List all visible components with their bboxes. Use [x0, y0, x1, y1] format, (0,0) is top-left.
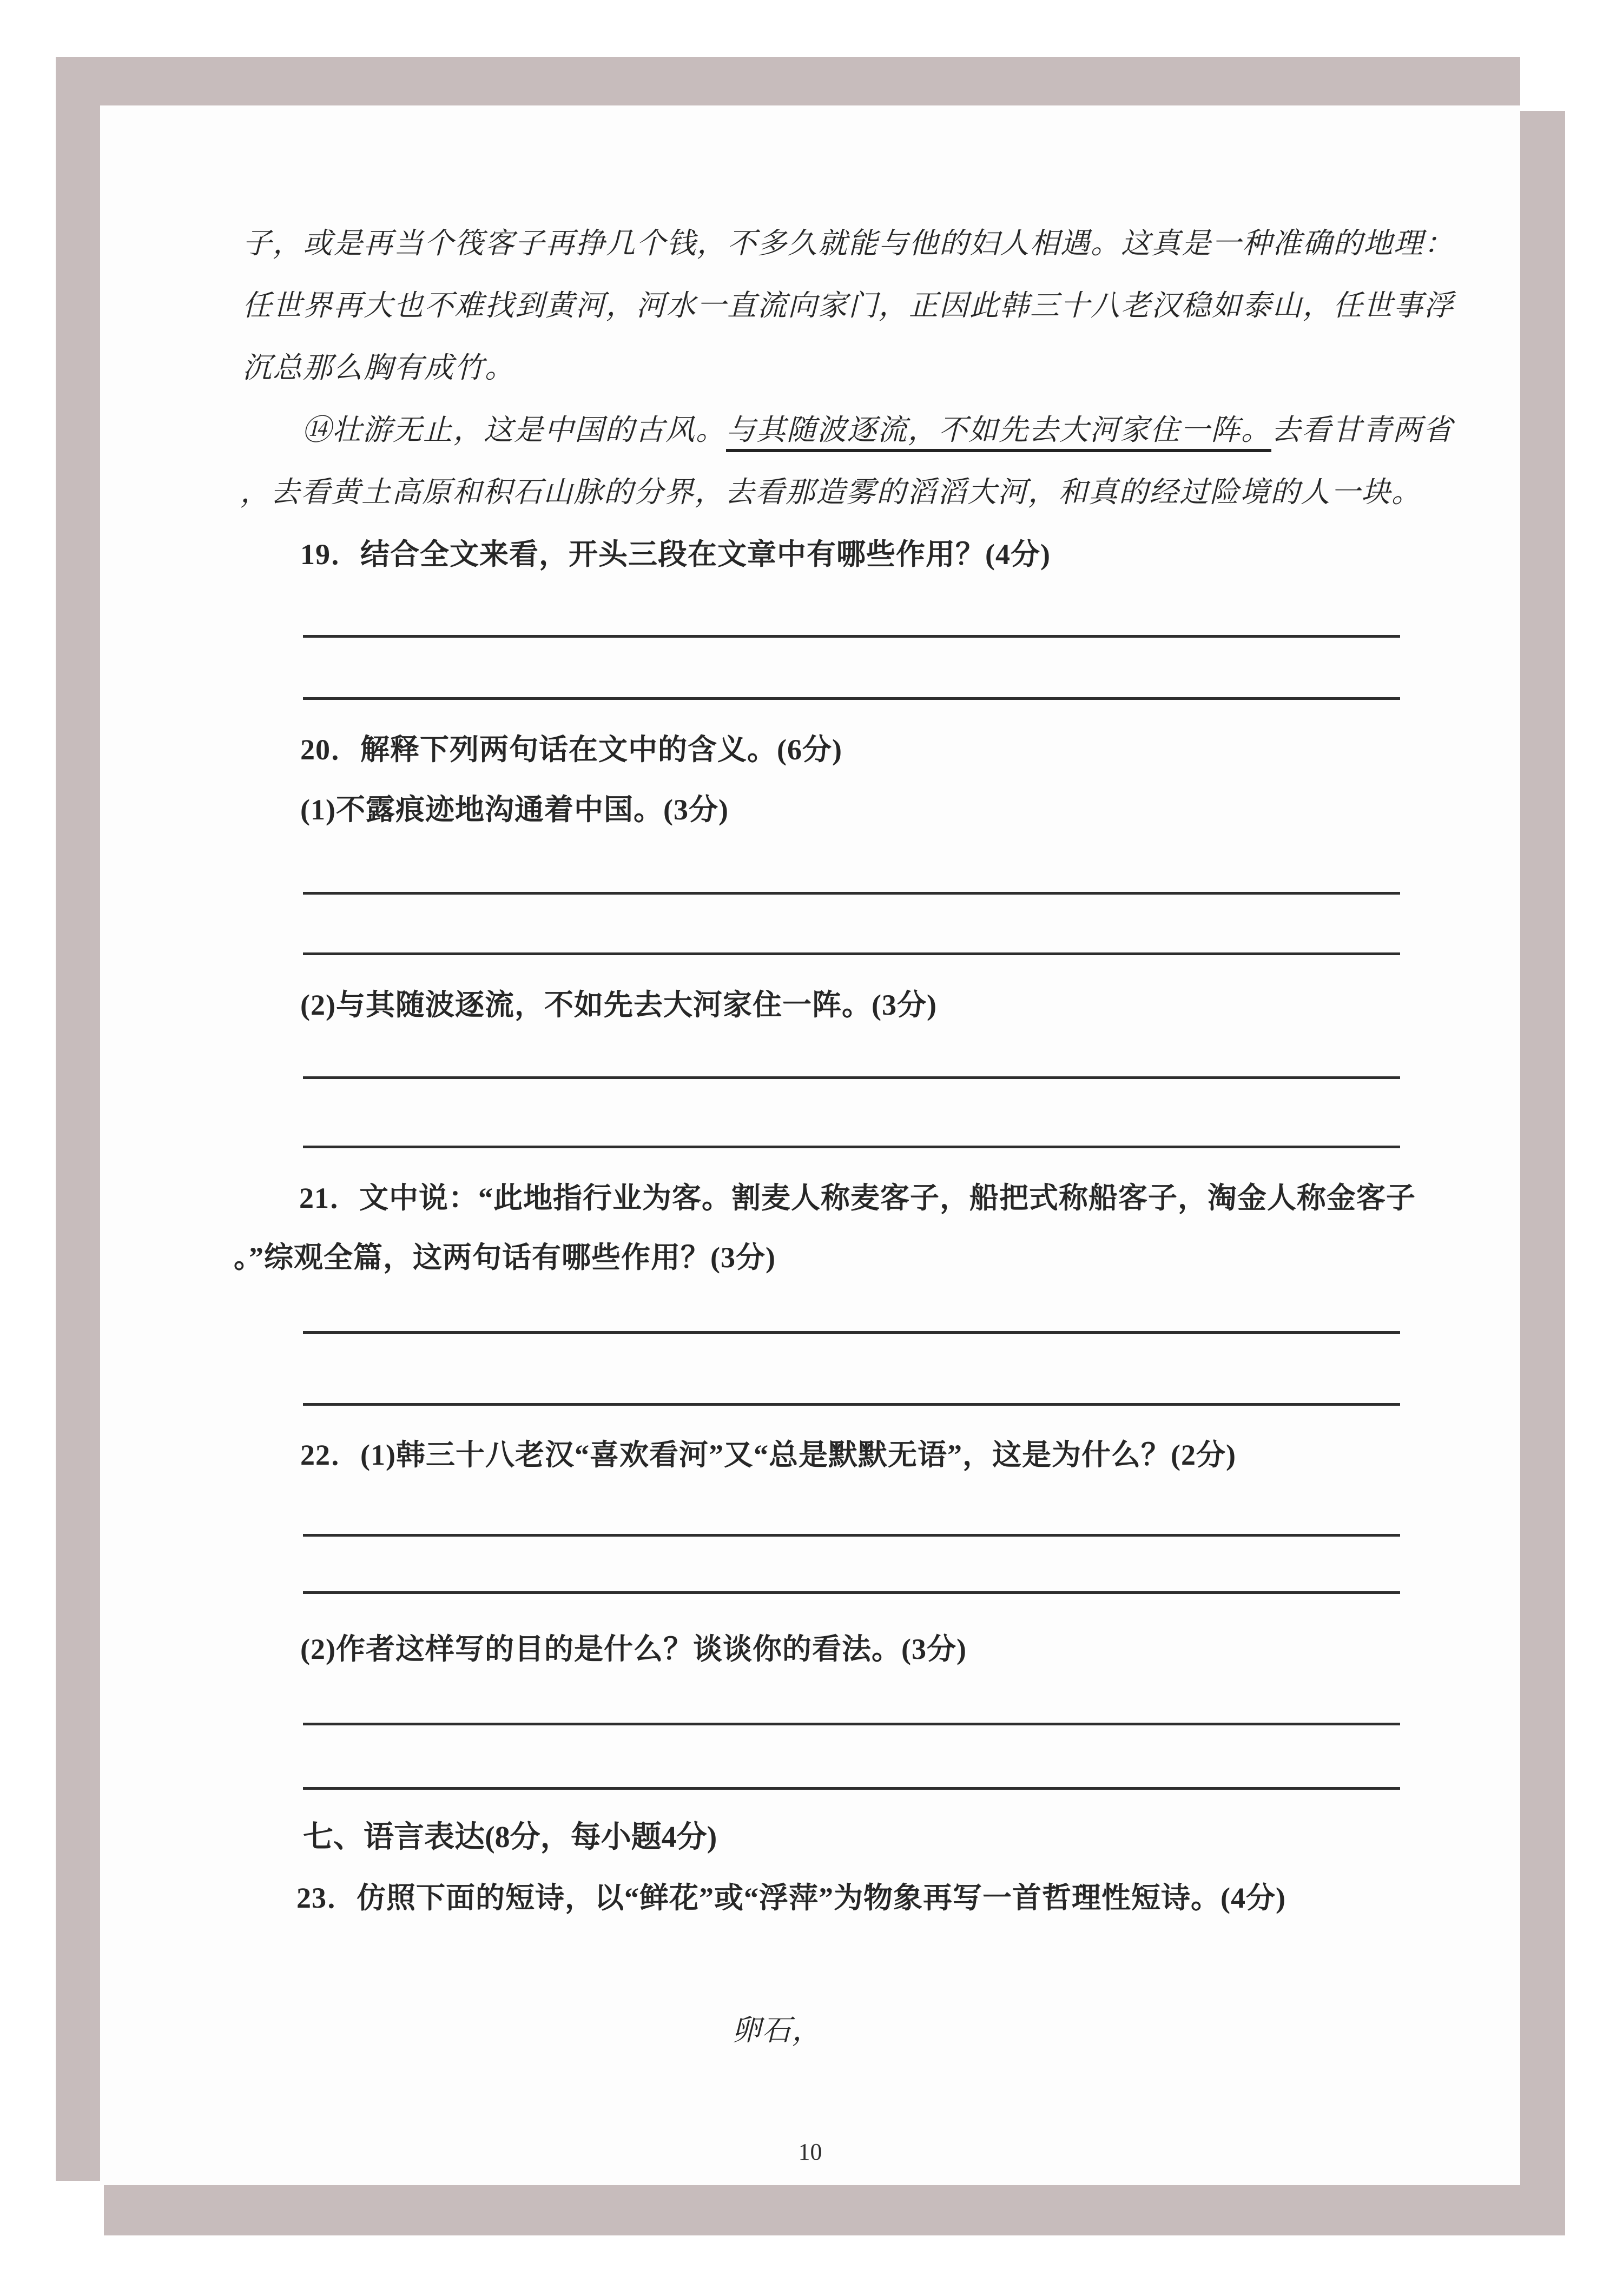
passage-line-2: 任世界再大也不难找到黄河，河水一直流向家门，正因此韩三十八老汉稳如泰山，任世事浮 [242, 289, 1454, 322]
question-21-line-1: 21．文中说：“此地指行业为客。割麦人称麦客子，船把式称船客子，淘金人称金客子 [299, 1182, 1416, 1214]
question-21-line-2: 。”综观全篇，这两句话有哪些作用？(3分) [234, 1241, 776, 1274]
answer-line [303, 892, 1400, 895]
answer-line [303, 697, 1400, 700]
answer-line [303, 1076, 1400, 1079]
question-22-2: (2)作者这样写的目的是什么？谈谈你的看法。(3分) [300, 1633, 967, 1665]
question-19: 19．结合全文来看，开头三段在文章中有哪些作用？(4分) [300, 538, 1051, 571]
passage-line-4 [302, 409, 1453, 451]
answer-line [303, 1787, 1400, 1790]
answer-line [303, 635, 1400, 638]
answer-line [303, 1403, 1400, 1406]
question-20-1: (1)不露痕迹地沟通着中国。(3分) [300, 793, 729, 826]
text-segment: ⑭壮游无止，这是中国的古风。 [302, 414, 726, 446]
question-23: 23．仿照下面的短诗，以“鲜花”或“浮萍”为物象再写一首哲理性短诗。(4分) [296, 1882, 1286, 1914]
passage-line-3: 沉总那么胸有成竹。 [242, 352, 515, 384]
question-22-1: 22．(1)韩三十八老汉“喜欢看河”又“总是默默无语”，这是为什么？(2分) [300, 1439, 1236, 1471]
section-7-heading: 七、语言表达(8分，每小题4分) [303, 1821, 717, 1854]
question-20-2: (2)与其随波逐流，不如先去大河家住一阵。(3分) [300, 989, 937, 1021]
answer-line [303, 1723, 1400, 1725]
answer-line [303, 1146, 1400, 1148]
passage-line-1: 子，或是再当个筏客子再挣几个钱，不多久就能与他的妇人相遇。这真是一种准确的地理： [242, 227, 1454, 260]
passage-line-5: ，去看黄土高原和积石山脉的分界，去看那造雾的滔滔大河，和真的经过险境的人一块。 [240, 476, 1422, 508]
text-segment: 去看甘青两省 [1271, 414, 1453, 446]
answer-line [303, 1534, 1400, 1537]
underlined-phrase: 与其随波逐流，不如先去大河家住一阵。 [726, 414, 1271, 452]
poem-line-1: 卵石， [731, 2014, 822, 2047]
answer-line [303, 1591, 1400, 1594]
answer-line [303, 1331, 1400, 1334]
question-20: 20．解释下列两句话在文中的含义。(6分) [300, 733, 842, 766]
answer-line [303, 952, 1400, 955]
page-number: 10 [798, 2139, 822, 2165]
